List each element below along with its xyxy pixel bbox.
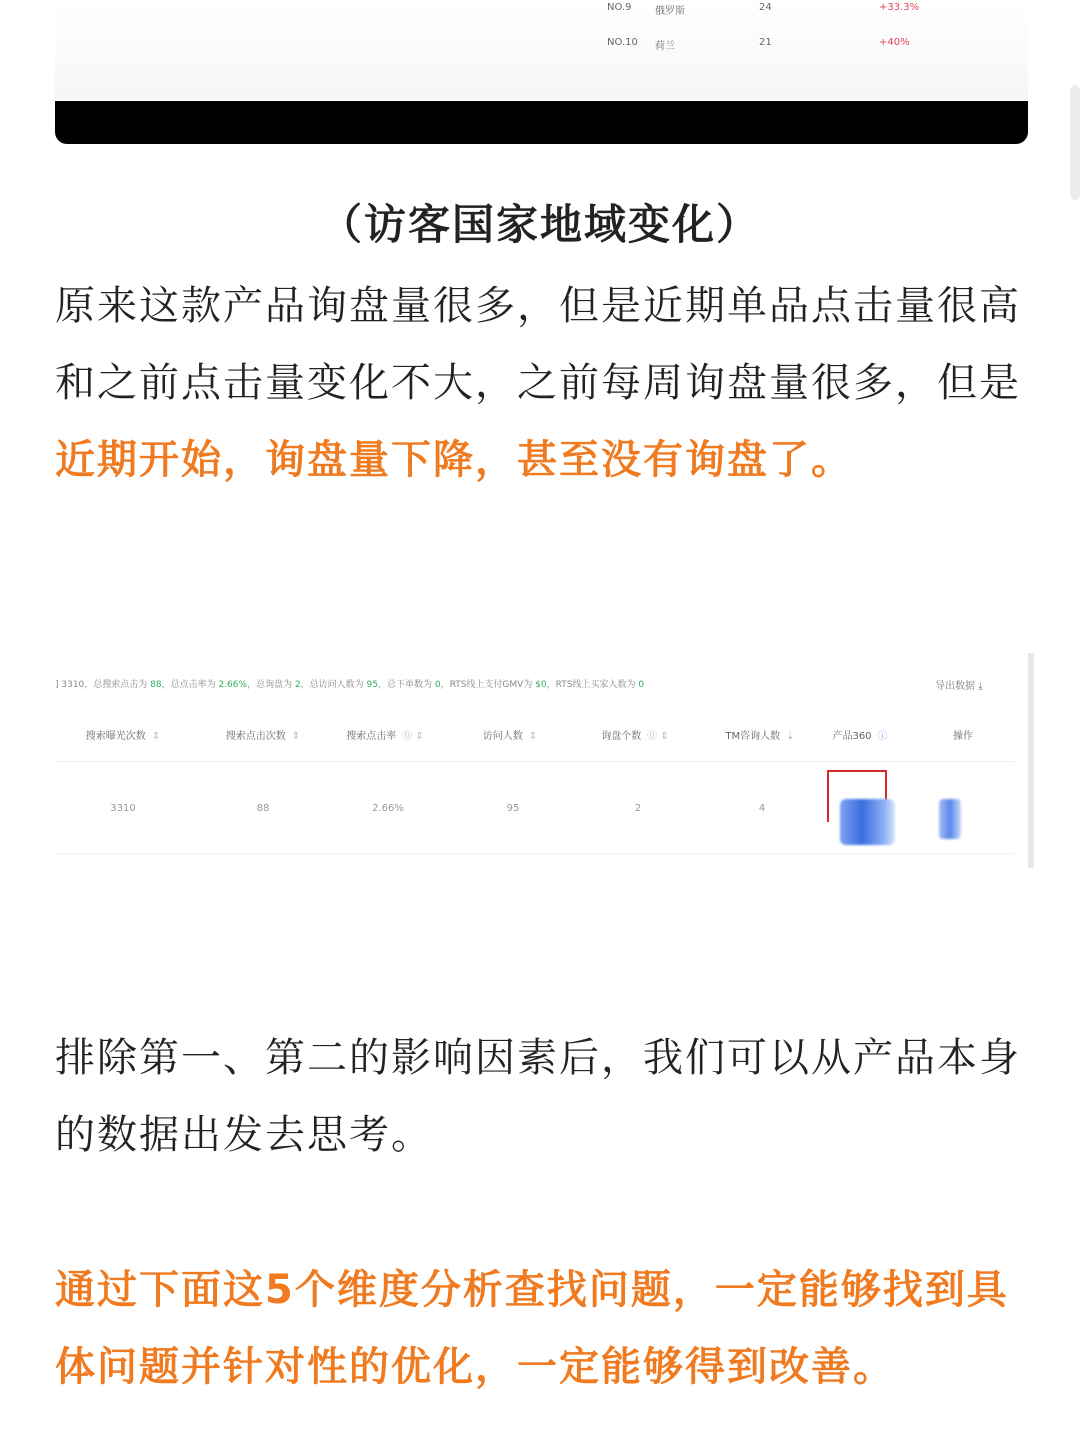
divider [55, 761, 1015, 762]
column-header[interactable]: 搜索曝光次数 ⇕ [85, 731, 161, 742]
paragraph-think-from-data: 排除第一、第二的影响因素后，我们可以从产品本身的数据出发去思考。 [55, 1035, 1021, 1158]
column-header[interactable]: TM咨询人数 ⇣ [725, 731, 795, 742]
ranking-country: 荷兰 [655, 41, 675, 52]
ranking-no: NO.10 [607, 37, 638, 48]
table-cell: 4 [758, 803, 766, 814]
paragraph-inquiry-drop [55, 268, 1030, 499]
export-data-button[interactable]: 导出数据 ⤓ [935, 681, 983, 692]
table-cell: 88 [256, 803, 270, 814]
table-summary: ] 3310，总搜索点击为 88，总点击率为 2.66%，总询盘为 2，总访问人数为 95，总下单数为 0，RTS线上支付GMV为 $0，RTS线上买家人数为 0 [55, 680, 645, 690]
ranking-row [55, 37, 1028, 57]
ranking-change: +33.3% [879, 2, 920, 13]
ranking-row [55, 2, 1028, 22]
table-cell: 2 [634, 803, 642, 814]
image-bottom-bar [55, 101, 1028, 144]
ranking-change: +40% [879, 37, 910, 48]
sort-icon: ⇕ [291, 731, 301, 742]
column-header[interactable]: 访问人数 ⇕ [482, 731, 538, 742]
ranking-count: 24 [759, 2, 772, 13]
column-header: 操作 [953, 731, 973, 742]
product-data-table [55, 653, 1034, 868]
sort-icon: ⇕ [528, 731, 538, 742]
paragraph-text: 原来这款产品询盘量很多，但是近期单品点击量很高和之前点击量变化不大，之前每周询盘量很多，但是 [55, 283, 1021, 406]
column-header[interactable]: 询盘个数 ⓪ ⇕ [601, 731, 669, 742]
table-cell: 2.66% [372, 803, 404, 814]
column-header[interactable]: 搜索点击率 ⓪ ⇕ [346, 731, 424, 742]
ranking-country: 俄罗斯 [655, 6, 685, 17]
table-cell: 3310 [110, 803, 136, 814]
table-cell: 95 [506, 803, 520, 814]
highlight-text: 近期开始，询盘量下降，甚至没有询盘了。 [55, 437, 853, 483]
ranking-no: NO.9 [607, 2, 632, 13]
sort-icon: ⓪ ⇕ [402, 731, 424, 742]
column-header: 产品360 ⓘ [832, 731, 888, 742]
country-ranking-card [55, 0, 1028, 100]
scrollbar[interactable] [1070, 85, 1080, 200]
sort-icon: ⇕ [151, 731, 161, 742]
column-header[interactable]: 搜索点击次数 ⇕ [225, 731, 301, 742]
download-icon: ⤓ [978, 681, 983, 692]
info-icon: ⓘ [877, 731, 888, 742]
image-caption: （访客国家地域变化） [319, 200, 760, 249]
action-link[interactable] [939, 799, 961, 839]
paragraph-five-dimensions: 通过下面这5个维度分析查找问题，一定能够找到具体问题并针对性的优化，一定能够得到改善。 [55, 1267, 1009, 1390]
sort-icon: ⓪ ⇕ [647, 731, 669, 742]
ranking-count: 21 [759, 37, 772, 48]
product360-thumbnail[interactable] [840, 799, 895, 845]
sort-icon: ⇣ [786, 731, 795, 742]
divider [55, 853, 1015, 857]
